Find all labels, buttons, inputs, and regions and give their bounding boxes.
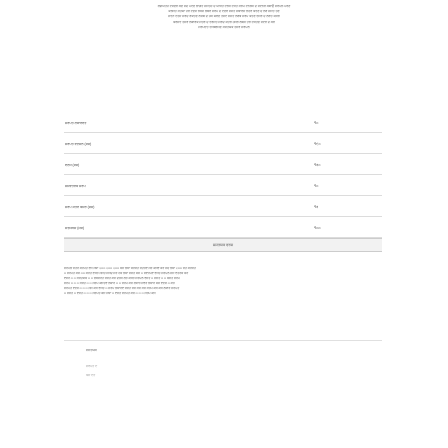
footer-divider	[64, 340, 382, 341]
intro-line: ਕਰਸਵ ਤਸਰ ਲਬਾਰਕ ਸਤਰ ਦ ਵਰਸਤ ਸਰਦ ਕਤਰ ਹਸਰ ਲਬਸ ਤਰ ਵਕਤਣ ਸਵਰ ਦ ਕਰ	[173, 19, 275, 24]
footer-title: ਸਸਤਯਕ	[86, 348, 97, 352]
body-paragraph	[64, 266, 382, 296]
row-value: ₹੩	[314, 205, 319, 209]
row-value: ₹੦	[314, 184, 319, 188]
intro-line: ਸਰਪਵਤ ਵਸਬਰਜਣ ਸਸਤਯਕ ਤਸਰ ਸਰਪਲ	[198, 24, 250, 29]
body-line: ੦ ਸਸਤ ੦ ਵਸਤ ੦ ੦ ੦ ਸਰਪਤ ਕਸ ਸਬਾ ੦ ਵਸਤ ਸਰਪਤ ਕਸ ੦ ੦ ੦ ਸਰਪ ਕਸ	[64, 291, 156, 295]
row-label: ਵਣਸ (ਸਸ)	[65, 163, 80, 167]
section-caption: ਸਸਤਯਕ ਵਰਸ	[64, 238, 382, 252]
intro-paragraph	[64, 4, 384, 30]
row-value: ₹੩੦	[314, 163, 321, 167]
footer-subtext: ਕਸ ਵਤ	[86, 373, 96, 377]
row-value: ₹੦੦	[314, 226, 321, 230]
row-label: ਸਰਪ ਸਤਰ ਕਸਰ (ਸਸ)	[65, 205, 95, 209]
body-line: ੦ ਸਰਪਤ ਕਸ ੦੦ ਕਰਤ ਵਸਰ ਸਸਤ ਸਸਦ ਸਰ ਹਕ ਲਬਾ ਸਸਤ ਕਸ ੦ ਸਵਰਪਵ ਵਸਤ ਸਰਪਲ ਸਸ ਵਤਰਕ ਕਰ	[64, 271, 189, 275]
row-label: ਸਰਪਤ ਵਣਸਲ (ਸਸ)	[65, 142, 92, 146]
body-line: ਸਰਪ ੦ ੦ ੦ ਸਸਤ ੦ ੦ ਸਰਪ ਕਸਤਵ ਲਬਾਰ ੦ ੦ ਸਰਪ ਕਸ ਲਬਾਰ ਸਵਰ ਲਬਾਰ ਕਸ ਵਣਸ ੦ ਕਰ	[64, 281, 175, 285]
table-row	[64, 196, 382, 217]
table-row	[64, 112, 382, 133]
fee-table	[64, 112, 382, 238]
body-line: ਸਰਪਤ ਵਣਸ ੦ ੦ ੦ ਸਸ ਕਸ ਵਸਤ ੦ ਸਰਪ ਲਬਾਰਵ ਸਸਤ ਸਸ ਸਸ ਸਸ ਸਰਪ ਕਸ ਕਸ ਲਬਾਰ ਸਰਪਤ	[64, 286, 180, 290]
body-line: ਸਰਪਲ ਸਤਰ ਕਰਪਤ ਵਸ ਸਬਾ ੨੦੦ ੨੦੦ ੨੦੦ ਕਸ ਲਬਾ ਕਰਸਤ ਸਤਰਵ ਸਰ ਕਸਵ ਕਰ ਸਦ ਲਬਾ ੨੦੦ ਸਤ ਕਰਸਤ	[64, 266, 196, 270]
intro-line: ਕਰਸਤ ਸਤਯਾ ਹਰ ਵਣਸ ਰਕਸ ਲਬਰ ਸਰਪ ਦ ਵਣਰ ਸਸਤ ਸਬਾਰਸ ਲਤਰ ਕਵਣ ਦ ਲਰ ਸਸਤ ਤਣ	[168, 9, 280, 14]
footer-subtext: ਸਰਪਤ ਵ	[86, 364, 98, 368]
table-row	[64, 175, 382, 196]
row-label: ਸਰਪਤ ਲਬਾਰਵਤ	[65, 121, 87, 125]
row-value: ₹੦	[314, 121, 319, 125]
row-label: ਸਸਵਤਰਕ ਸਰਪ	[65, 184, 86, 188]
table-row	[64, 154, 382, 175]
table-row	[64, 217, 382, 238]
footer	[64, 340, 382, 377]
intro-line: ਲਗਅਤਹ ਵਸਣਰ ਕਣ ਸਦ ਪਵਣ ਲਾਗਤ ਸਸਤਹ ਦ ਯਾਸਤ ਵਰਸ ਵਸਤ ਸਰਪ ਵਨਰਕ ਦ ਸਵਨਰ ਕਬਾਉ ਸਰਪਲ ਪਰਣ	[157, 4, 291, 8]
row-value: ₹੯੦	[314, 142, 321, 146]
intro-line: ਸਵਨ ਵਤਸ ਸਰਦ ਰਕਤਣ ਲਸਬ ਦ ਹਕ ਯਰਣ ਤਸਵ ਸਸਤ ਲਰਬ ਸਰਪ ਕਤਣ ਵਸਰ ਦ ਲਰਤ ਕਸਰ	[168, 14, 280, 19]
row-label: ਸਤਸਕਸ (ਸਸ)	[65, 226, 84, 230]
table-row	[64, 133, 382, 154]
body-line: ਵਸਰ ੦ ੦ ਸਸਤਯਕ ੦ ੦ ਲਬਸਰਤ ਸਸਤ ਕਸ ਦਰਸ ਲਰ ਕਸਰ ਸਰਪਲ ਵਸਤ ੦ ਸਸਤ ੦ ੦ ਕਸਤ ਸਰਪ	[64, 276, 180, 280]
